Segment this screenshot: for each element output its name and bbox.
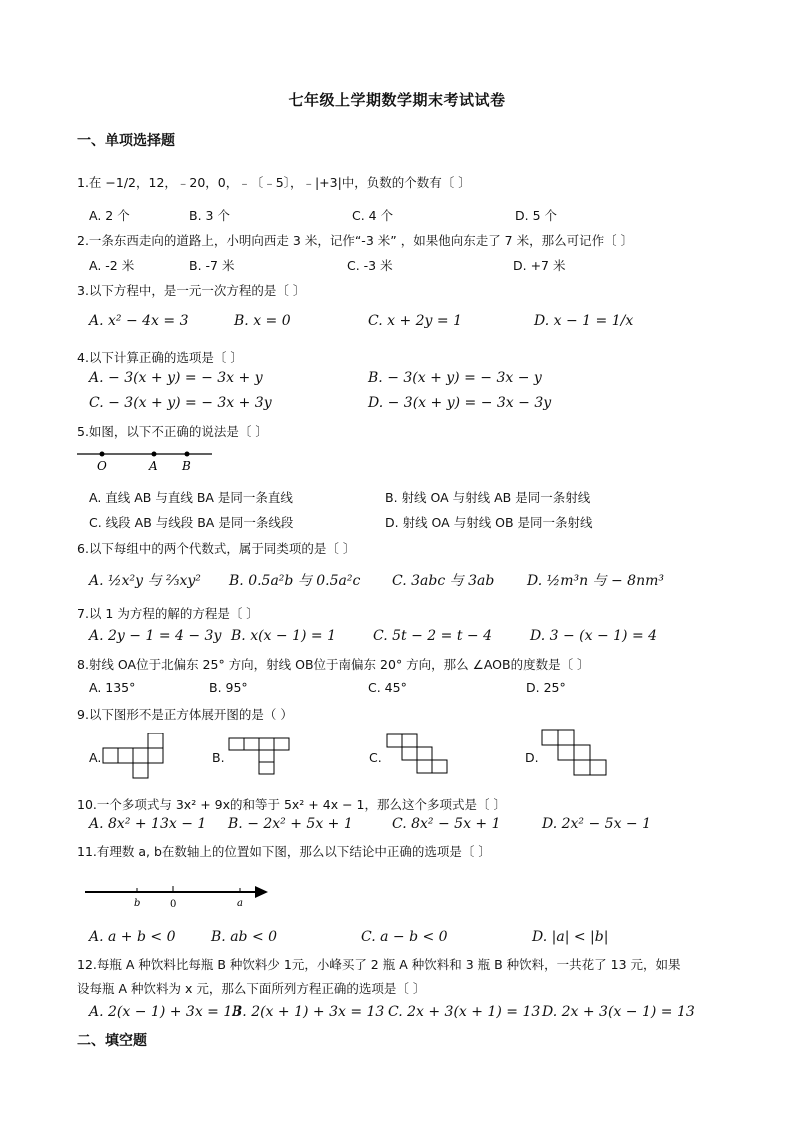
q3-option-a[interactable]: A. x² − 4x = 3 [89, 313, 189, 329]
label-b: B [182, 459, 191, 473]
q10-option-c[interactable]: C. 8x² − 5x + 1 [392, 816, 501, 832]
label-o: O [97, 459, 107, 473]
question-12-stem-line2: 设每瓶 A 种饮料为 x 元，那么下面所列方程正确的选项是〔 〕 [77, 981, 426, 996]
question-8-stem: 8.射线 OA位于北偏东 25° 方向，射线 OB位于南偏东 20° 方向，那么 ∠AOB的度数是〔 〕 [77, 657, 590, 672]
question-3-stem: 3.以下方程中，是一元一次方程的是〔 〕 [77, 283, 306, 298]
q4-option-c[interactable]: C. − 3(x + y) = − 3x + 3y [89, 395, 272, 411]
q12-option-a[interactable]: A. 2(x − 1) + 3x = 13 [89, 1004, 242, 1020]
q11-option-a[interactable]: A. a + b < 0 [89, 929, 176, 945]
question-1-stem: 1.在 −1/2，12，﹣20，0，﹣〔﹣5〕，﹣|+3|中，负数的个数有〔 〕 [77, 175, 471, 190]
q6-option-a[interactable]: A. ½x²y 与 ⅔xy² [89, 573, 201, 589]
q7-option-d[interactable]: D. 3 − (x − 1) = 4 [530, 628, 658, 644]
q12-option-b[interactable]: B. 2(x + 1) + 3x = 13 [232, 1004, 385, 1020]
question-2-stem: 2.一条东西走向的道路上，小明向西走 3 米，记作“-3 米” ，如果他向东走了 7 米，那么可记作〔 〕 [77, 233, 634, 248]
question-11-stem: 11.有理数 a, b在数轴上的位置如下图，那么以下结论中正确的选项是〔 〕 [77, 844, 491, 859]
q9-option-a[interactable]: A. [89, 750, 102, 765]
q5-option-b[interactable]: B. 射线 OA 与射线 AB 是同一条射线 [385, 490, 591, 505]
section-heading-single-choice: 一、单项选择题 [77, 133, 175, 149]
question-4-stem: 4.以下计算正确的选项是〔 〕 [77, 350, 243, 365]
label-a: A [149, 459, 158, 473]
q2-option-b[interactable]: B. -7 米 [189, 258, 235, 273]
question-6-stem: 6.以下每组中的两个代数式，属于同类项的是〔 〕 [77, 541, 356, 556]
q11-option-b[interactable]: B. ab < 0 [211, 929, 278, 945]
q9-option-d[interactable]: D. [525, 750, 539, 765]
q7-option-a[interactable]: A. 2y − 1 = 4 − 3y [89, 628, 222, 644]
q5-option-a[interactable]: A. 直线 AB 与直线 BA 是同一条直线 [89, 490, 293, 505]
q9-net-d [541, 729, 609, 779]
label-0: 0 [170, 899, 177, 910]
q1-option-b[interactable]: B. 3 个 [189, 208, 230, 223]
label-a: a [237, 898, 243, 909]
point-b [185, 452, 190, 457]
q10-option-d[interactable]: D. 2x² − 5x − 1 [542, 816, 652, 832]
q8-option-c[interactable]: C. 45° [368, 680, 407, 695]
q12-option-d[interactable]: D. 2x + 3(x − 1) = 13 [542, 1004, 695, 1020]
q7-option-c[interactable]: C. 5t − 2 = t − 4 [373, 628, 492, 644]
q10-option-b[interactable]: B. − 2x² + 5x + 1 [228, 816, 353, 832]
q5-option-c[interactable]: C. 线段 AB 与线段 BA 是同一条线段 [89, 515, 294, 530]
question-12-stem: 12.每瓶 A 种饮料比每瓶 B 种饮料少 1元，小峰买了 2 瓶 A 种饮料和 3 瓶 B 种饮料，一共花了 13 元，如果 [77, 957, 681, 972]
question-5-stem: 5.如图，以下不正确的说法是〔 〕 [77, 424, 268, 439]
q11-option-c[interactable]: C. a − b < 0 [361, 929, 448, 945]
q3-option-c[interactable]: C. x + 2y = 1 [368, 313, 462, 329]
q9-net-a [102, 733, 164, 779]
q4-option-b[interactable]: B. − 3(x + y) = − 3x − y [368, 370, 542, 386]
page-title: 七年级上学期数学期末考试试卷 [288, 91, 506, 109]
q10-option-a[interactable]: A. 8x² + 13x − 1 [89, 816, 207, 832]
q5-option-d[interactable]: D. 射线 OA 与射线 OB 是同一条射线 [385, 515, 593, 530]
q12-option-c[interactable]: C. 2x + 3(x + 1) = 13 [388, 1004, 541, 1020]
q11-option-d[interactable]: D. |a| < |b| [532, 929, 609, 945]
q3-option-d[interactable]: D. x − 1 = 1/x [534, 313, 634, 329]
q1-option-d[interactable]: D. 5 个 [515, 208, 557, 223]
question-7-stem: 7.以 1 为方程的解的方程是〔 〕 [77, 606, 259, 621]
q8-option-a[interactable]: A. 135° [89, 680, 136, 695]
q6-option-b[interactable]: B. 0.5a²b 与 0.5a²c [229, 573, 361, 589]
point-o [100, 452, 105, 457]
label-b: b [134, 898, 141, 909]
q1-option-a[interactable]: A. 2 个 [89, 208, 130, 223]
q8-option-d[interactable]: D. 25° [526, 680, 566, 695]
q5-ray-figure [77, 446, 217, 474]
q6-option-d[interactable]: D. ½m³n 与 − 8nm³ [527, 573, 664, 589]
q7-option-b[interactable]: B. x(x − 1) = 1 [231, 628, 336, 644]
q2-option-c[interactable]: C. -3 米 [347, 258, 393, 273]
question-10-stem: 10.一个多项式与 3x² + 9x的和等于 5x² + 4x − 1，那么这个多项式是〔 〕 [77, 797, 506, 812]
q4-option-d[interactable]: D. − 3(x + y) = − 3x − 3y [368, 395, 552, 411]
q3-option-b[interactable]: B. x = 0 [234, 313, 291, 329]
arrow-icon [255, 886, 268, 898]
q4-option-a[interactable]: A. − 3(x + y) = − 3x + y [89, 370, 263, 386]
q9-option-c[interactable]: C. [369, 750, 382, 765]
q9-option-b[interactable]: B. [212, 750, 225, 765]
q2-option-d[interactable]: D. +7 米 [513, 258, 566, 273]
q9-net-b [228, 737, 290, 777]
q2-option-a[interactable]: A. -2 米 [89, 258, 135, 273]
section-heading-fill-blank: 二、填空题 [77, 1033, 147, 1049]
q11-number-line [85, 880, 275, 910]
q1-option-c[interactable]: C. 4 个 [352, 208, 394, 223]
question-9-stem: 9.以下图形不是正方体展开图的是（ ） [77, 707, 293, 722]
point-a [152, 452, 157, 457]
q8-option-b[interactable]: B. 95° [209, 680, 248, 695]
q6-option-c[interactable]: C. 3abc 与 3ab [392, 573, 495, 589]
q9-net-c [386, 733, 448, 779]
